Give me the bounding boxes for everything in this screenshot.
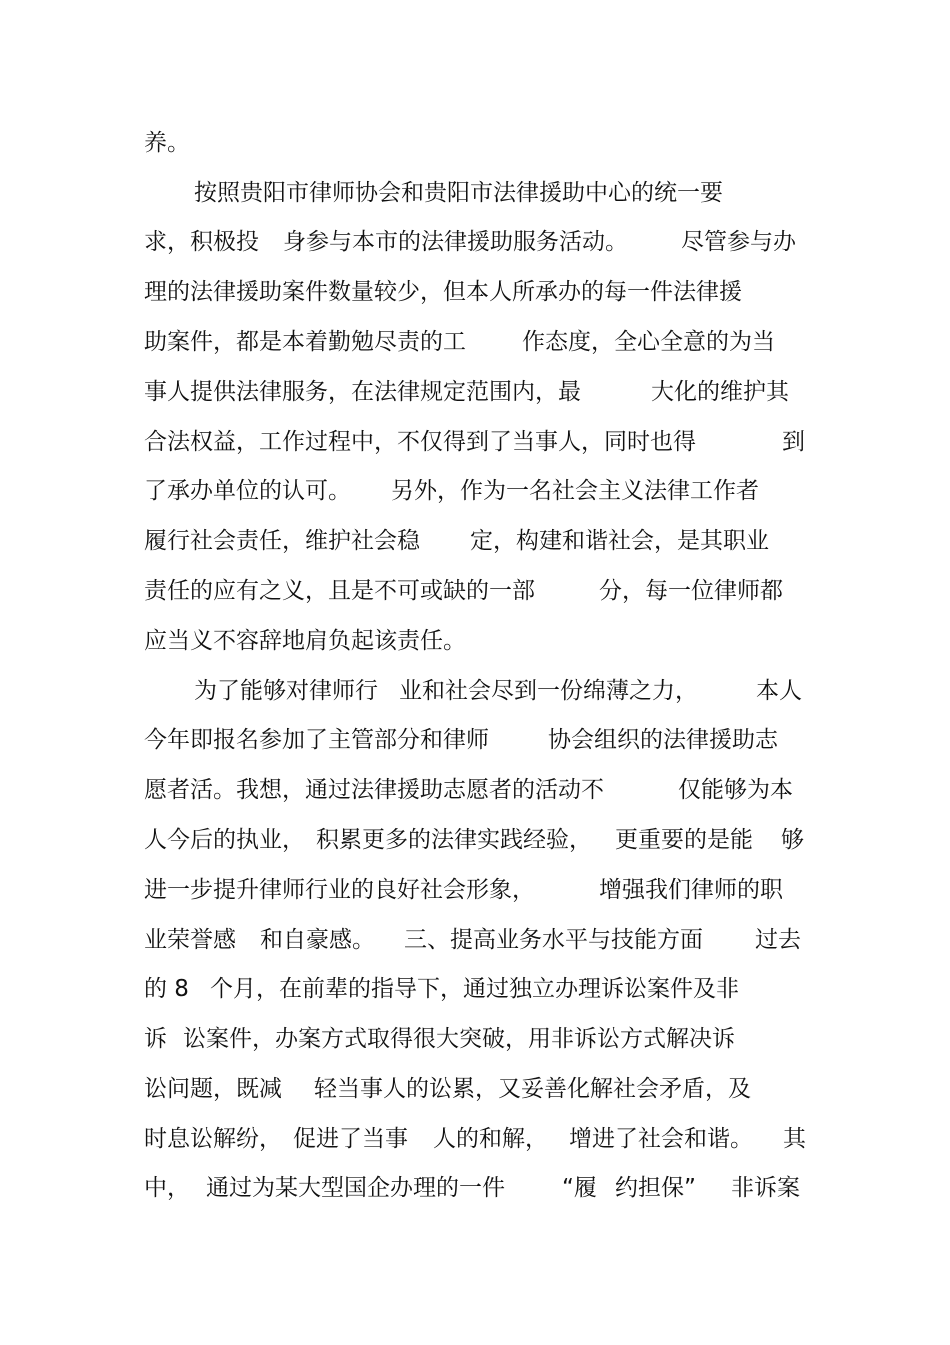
text-segment: 作态度，全心全意的为当 — [522, 329, 775, 355]
text-segment: 积累更多的法律实践经验， — [316, 827, 592, 853]
text-segment: 应当义不容辞地肩负起该责任。 — [144, 628, 466, 654]
text-segment: 人的和解， — [433, 1126, 548, 1152]
text-segment: 养。 — [144, 130, 190, 156]
text-line — [0, 1168, 950, 1208]
text-segment: 增强我们律师的职 — [599, 877, 783, 903]
text-segment: 通过为某大型国企办理的一件 — [206, 1175, 505, 1201]
text-line — [0, 173, 950, 213]
text-segment: 轻当事人的讼累，又妥善化解社会矛盾，及 — [314, 1076, 751, 1102]
text-line — [0, 322, 950, 362]
text-line — [0, 372, 950, 412]
text-segment: 了承办单位的认可。 — [144, 478, 351, 504]
text-segment: 增进了社会和谐。 — [569, 1126, 753, 1152]
text-segment: 个月，在前辈的指导下，通过独立办理诉讼案件及非 — [210, 976, 739, 1002]
text-line — [0, 870, 950, 910]
text-segment: 讼问题，既减 — [144, 1076, 282, 1102]
text-line — [0, 521, 950, 561]
text-segment: 仅能够为本 — [678, 777, 793, 803]
text-segment: 为了能够对律师行 — [194, 678, 378, 704]
text-line — [0, 272, 950, 312]
text-segment: 诉 — [144, 1026, 167, 1052]
text-segment: 到 — [782, 429, 805, 455]
text-segment: 的 8 — [144, 976, 189, 1002]
text-segment: “履 — [562, 1175, 597, 1201]
text-line — [0, 1019, 950, 1059]
text-segment: 时息讼解纷， — [144, 1126, 282, 1152]
text-segment: 协会组织的法律援助志 — [548, 727, 778, 753]
text-line — [0, 720, 950, 760]
text-line — [0, 422, 950, 462]
text-segment: 促进了当事 — [293, 1126, 408, 1152]
text-line — [0, 671, 950, 711]
text-segment: 定，构建和谐社会，是其职业 — [470, 528, 769, 554]
text-segment: 履行社会责任，维护社会稳 — [144, 528, 420, 554]
text-segment: 按照贵阳市律师协会和贵阳市法律援助中心的统一要 — [194, 180, 723, 206]
text-segment: 大化的维护其 — [651, 379, 789, 405]
text-line — [0, 969, 950, 1009]
text-line — [0, 123, 950, 163]
text-segment: 事人提供法律服务，在法律规定范围内，最 — [144, 379, 581, 405]
text-line — [0, 1119, 950, 1159]
text-segment: 和自豪感。 — [260, 927, 375, 953]
text-segment: 助案件，都是本着勤勉尽责的工 — [144, 329, 466, 355]
text-line — [0, 920, 950, 960]
text-segment: 进一步提升律师行业的良好社会形象， — [144, 877, 535, 903]
text-segment: 今年即报名参加了主管部分和律师 — [144, 727, 489, 753]
text-segment: 分，每一位律师都 — [599, 578, 783, 604]
text-segment: 责任的应有之义，且是不可或缺的一部 — [144, 578, 535, 604]
text-segment: 理的法律援助案件数量较少，但本人所承办的每一件法律援 — [144, 279, 742, 305]
text-line — [0, 1069, 950, 1109]
text-segment: 愿者活。我想，通过法律援助志愿者的活动不 — [144, 777, 604, 803]
text-line — [0, 471, 950, 511]
text-line — [0, 820, 950, 860]
text-segment: 中， — [144, 1175, 190, 1201]
text-segment: 求，积极投 — [144, 229, 259, 255]
text-line — [0, 621, 950, 661]
text-segment: 过去 — [755, 927, 801, 953]
text-segment: 另外，作为一名社会主义法律工作者 — [391, 478, 759, 504]
text-segment: 身参与本市的法律援助服务活动。 — [283, 229, 628, 255]
text-segment: 约担保” — [615, 1175, 696, 1201]
text-segment: 三、提高业务水平与技能方面 — [404, 927, 703, 953]
text-segment: 讼案件，办案方式取得很大突破，用非诉讼方式解决诉 — [183, 1026, 735, 1052]
text-line — [0, 222, 950, 262]
text-segment: 业和社会尽到一份绵薄之力， — [399, 678, 698, 704]
text-segment: 业荣誉感 — [144, 927, 236, 953]
text-segment: 本人 — [756, 678, 802, 704]
text-segment: 尽管参与办 — [681, 229, 796, 255]
text-segment: 够 — [781, 827, 804, 853]
text-segment: 其 — [783, 1126, 806, 1152]
text-segment: 合法权益，工作过程中，不仅得到了当事人，同时也得 — [144, 429, 696, 455]
text-segment: 非诉案 — [731, 1175, 800, 1201]
text-segment: 人今后的执业， — [144, 827, 305, 853]
text-line — [0, 770, 950, 810]
text-segment: 更重要的是能 — [615, 827, 753, 853]
text-line — [0, 571, 950, 611]
